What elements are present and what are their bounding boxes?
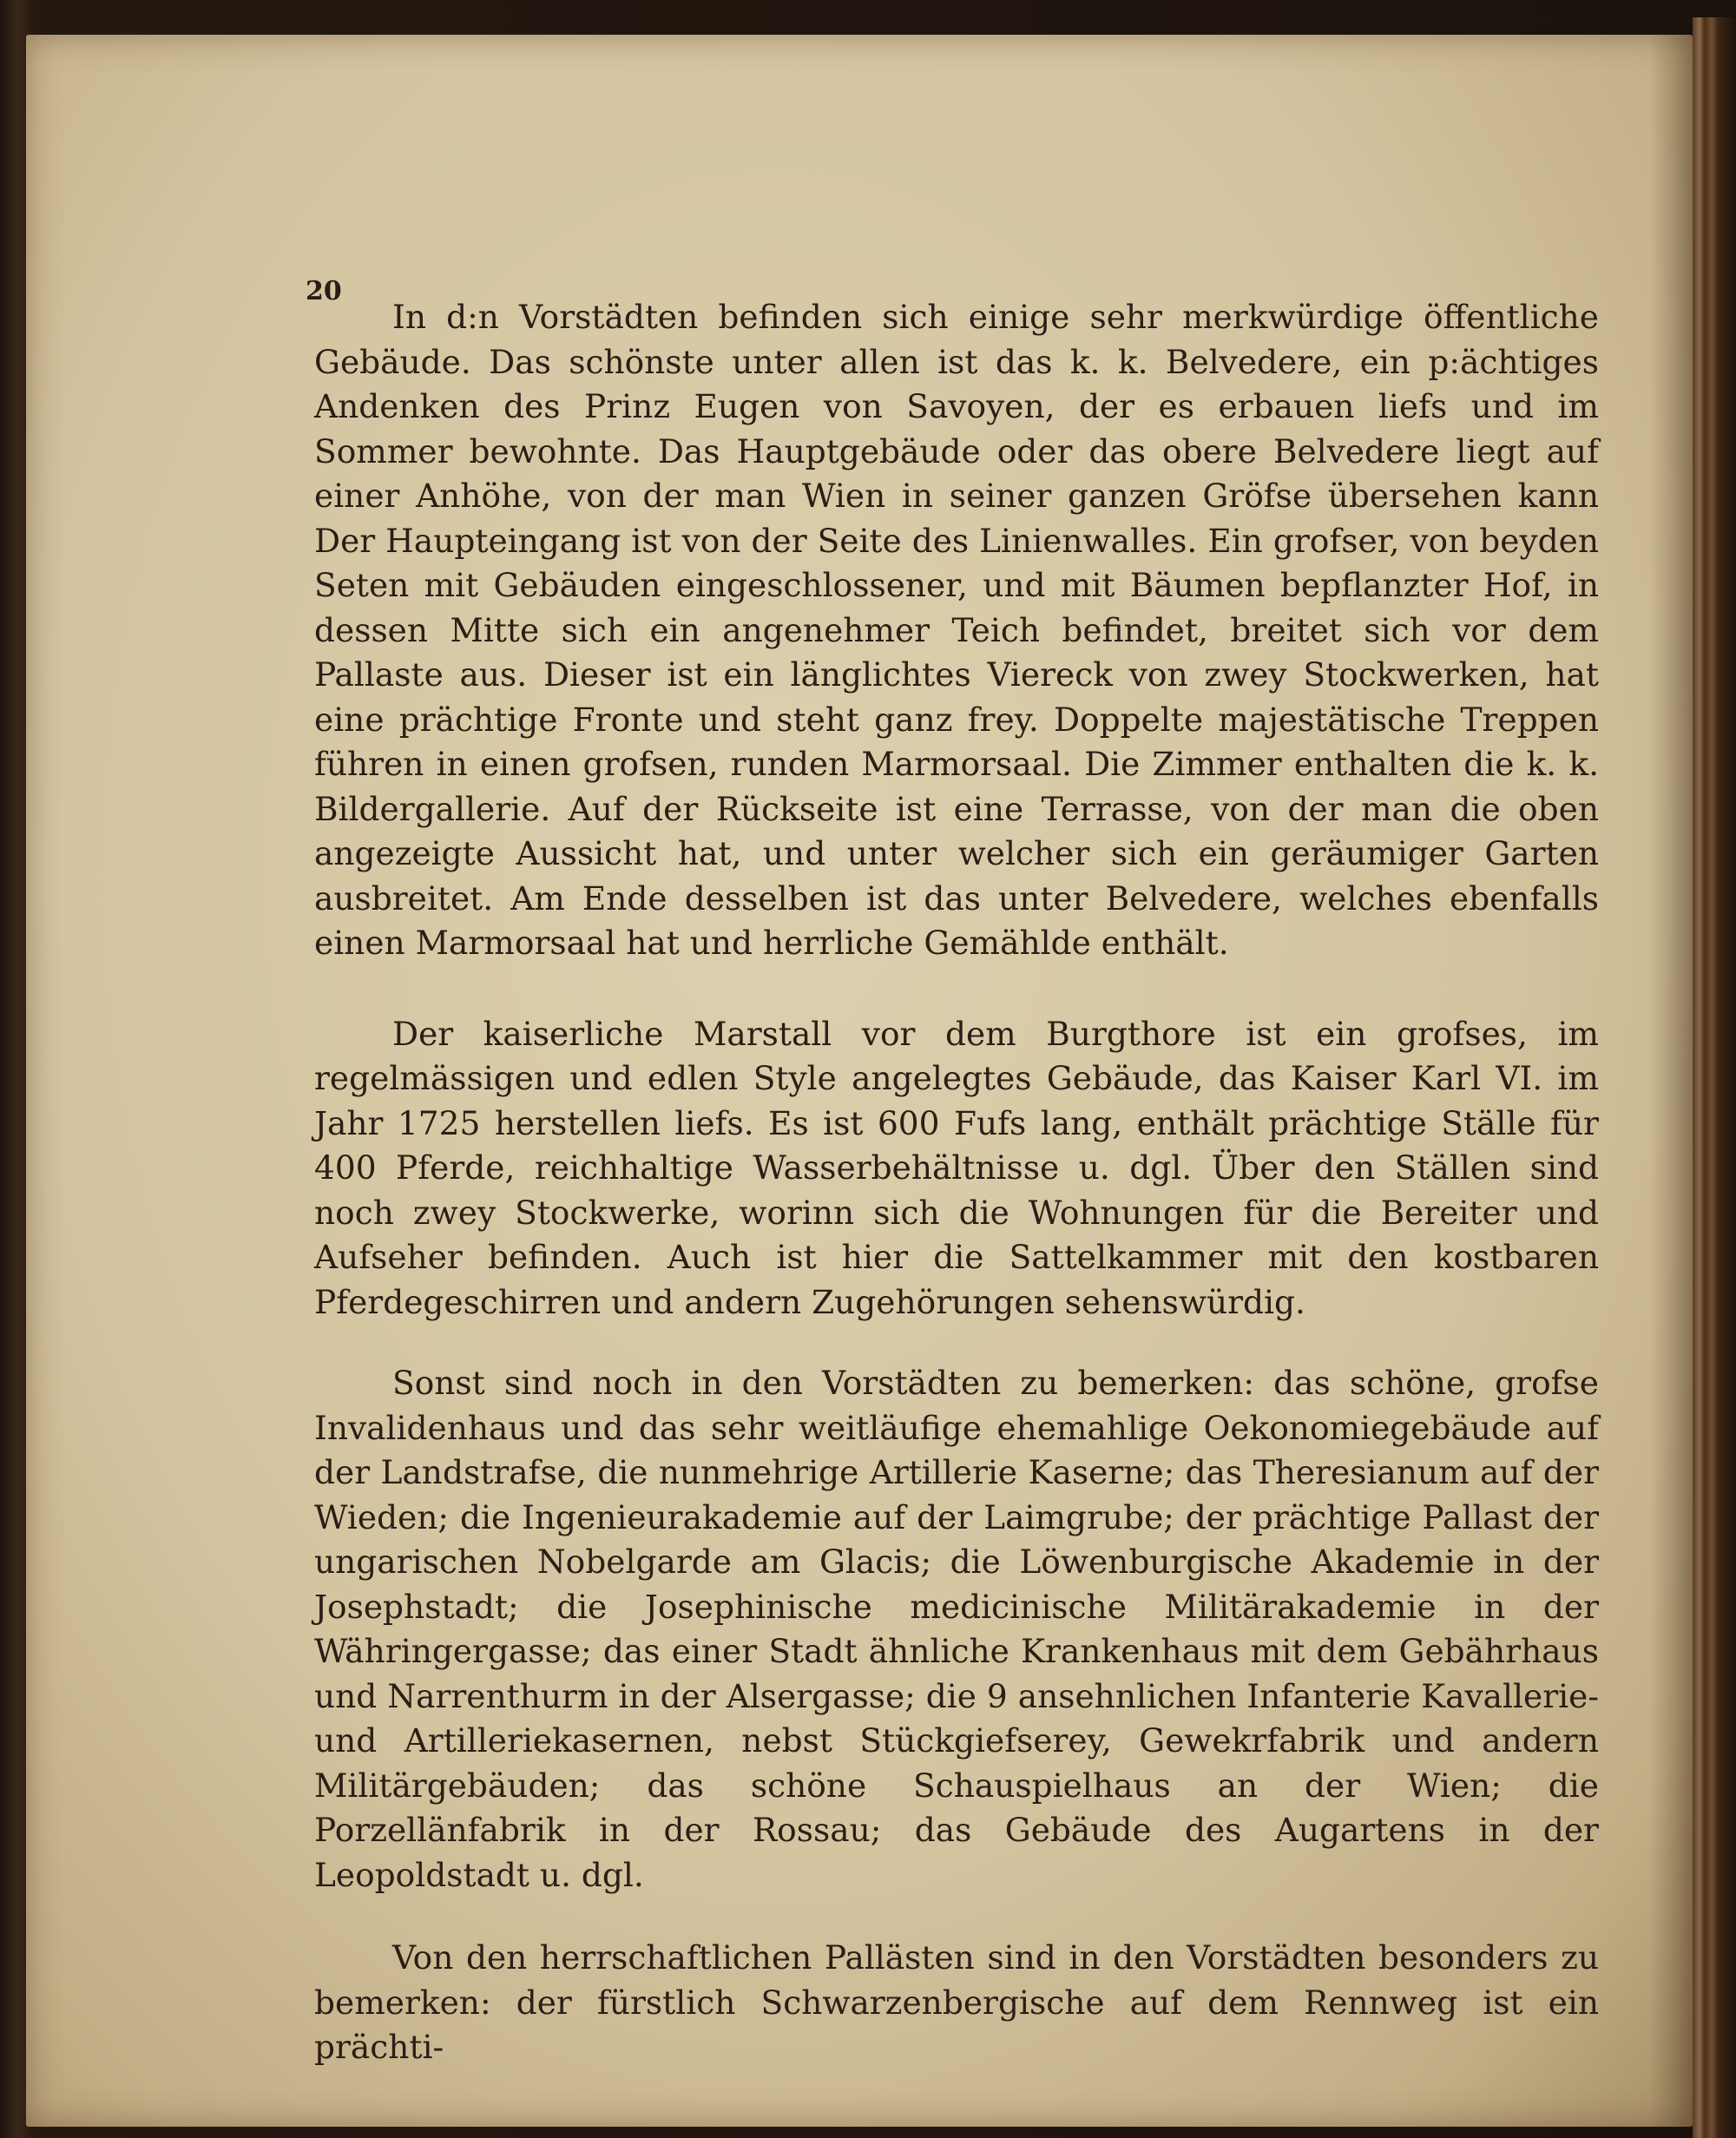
spine-shadow	[1649, 35, 1693, 2127]
paragraph-marstall: Der kaiserliche Marstall vor dem Burgthore ist ein grofses, im regelmässigen und edlen Style angelegtes Gebäude, das Kaiser Karl VI. im Jahr 1725 herstellen liefs. Es ist 600 Fufs lang, enthält prächtige Ställe für 400 Pferde, reichhaltige Wasserbehältnisse u. dgl. Über den Ställen sind noch zwey Stockwerke, worinn sich die Wohnungen für die Bereiter und Aufseher befinden. Auch ist hier die Sattelkammer mit den kostbaren Pferdegeschirren und andern Zugehörungen sehenswürdig.	[314, 1014, 1599, 1321]
page-number: 20	[306, 276, 342, 306]
paragraph-palaeste: Von den herrschaftlichen Pallästen sind in den Vorstädten besonders zu bemerken: der fürstlich Schwarzenbergische auf dem Rennweg ist ein prächti-	[314, 1938, 1599, 2066]
paragraph-belvedere: In d:n Vorstädten befinden sich einige sehr merkwürdige öffentliche Gebäude. Das schönste unter allen ist das k. k. Belvedere, ein p:ächtiges Andenken des Prinz Eugen von Savoyen, der es erbauen liefs und im Sommer bewohnte. Das Hauptgebäude oder das obere Belvedere liegt auf einer Anhöhe, von der man Wien in seiner ganzen Gröfse übersehen kann Der Haupteingang ist von der Seite des Linienwalles. Ein grofser, von beyden Seten mit Gebäuden eingeschlossener, und mit Bäumen bepflanzter Hof, in dessen Mitte sich ein angenehmer Teich befindet, breitet sich vor dem Pallaste aus. Dieser ist ein länglichtes Viereck von zwey Stockwerken, hat eine prächtige Fronte und steht ganz frey. Doppelte majestätische Treppen führen in einen grofsen, runden Marmorsaal. Die Zimmer enthalten die k. k. Bildergallerie. Auf der Rückseite ist eine Terrasse, von der man die oben angezeigte Aussicht hat, und unter welcher sich ein geräumiger Garten ausbreitet. Am Ende desselben ist das unter Belvedere, welches ebenfalls einen Marmorsaal hat und herrliche Gemählde enthält.	[314, 298, 1599, 962]
book-binding-edge	[1693, 17, 1736, 2138]
paragraph-vorstaedte: Sonst sind noch in den Vorstädten zu bemerken: das schöne, grofse Invalidenhaus und das sehr weitläufige ehemahlige Oekonomiegebäude auf der Landstrafse, die nunmehrige Artillerie Kaserne; das Theresianum auf der Wieden; die Ingenieurakademie auf der Laimgrube; der prächtige Pallast der ungarischen Nobelgarde am Glacis; die Löwenburgische Akademie in der Josephstadt; die Josephinische medicinische Militärakademie in der Währingergasse; das einer Stadt ähnliche Krankenhaus mit dem Gebährhaus und Narrenthurm in der Alsergasse; die 9 ansehnlichen Infanterie Kavallerie- und Artilleriekasernen, nebst Stückgiefserey, Gewekrfabrik und andern Militärgebäuden; das schöne Schauspielhaus an der Wien; die Porzellänfabrik in der Rossau; das Gebäude des Augartens in der Leopoldstadt u. dgl.	[314, 1364, 1599, 1894]
body-text	[314, 295, 1599, 2070]
